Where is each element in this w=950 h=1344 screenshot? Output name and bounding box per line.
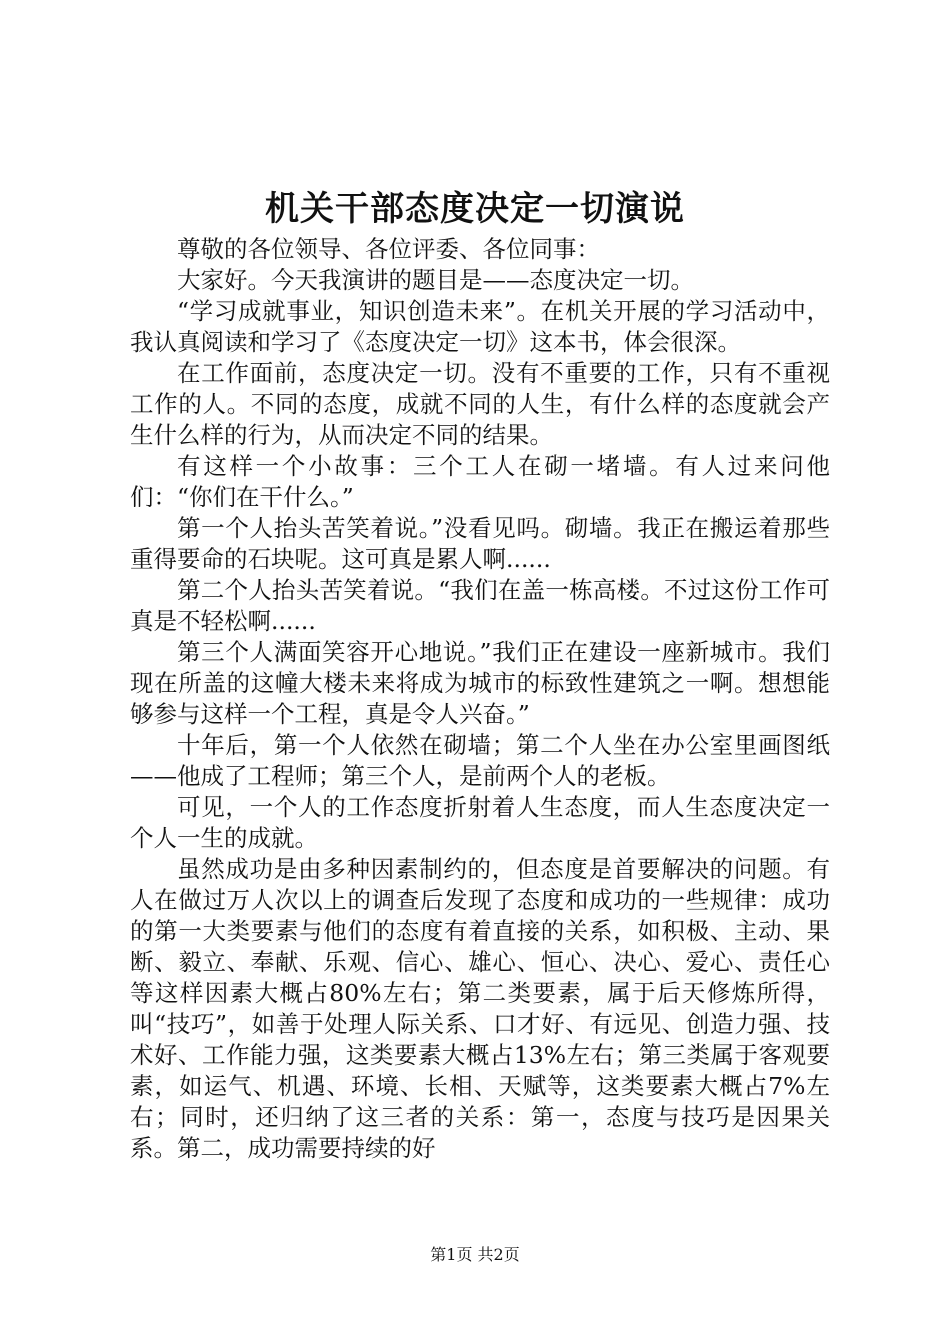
paragraph: 有这样一个小故事：三个工人在砌一堵墙。有人过来问他们：“你们在干什么。” [130, 452, 830, 511]
paragraph: 在工作面前，态度决定一切。没有不重要的工作，只有不重视工作的人。不同的态度，成就不同的人生，有什么样的态度就会产生什么样的行为，从而决定不同的结果。 [130, 359, 830, 449]
document-title: 机关干部态度决定一切演说 [265, 189, 685, 229]
paragraph: “学习成就事业，知识创造未来”。在机关开展的学习活动中，我认真阅读和学习了《态度决定一切》这本书，体会很深。 [130, 297, 830, 356]
paragraph: 十年后，第一个人依然在砌墙；第二个人坐在办公室里画图纸——他成了工程师；第三个人，是前两个人的老板。 [130, 731, 830, 790]
paragraph: 第三个人满面笑容开心地说。”我们正在建设一座新城市。我们现在所盖的这幢大楼未来将成为城市的标致性建筑之一啊。想想能够参与这样一个工程，真是令人兴奋。” [130, 638, 830, 728]
document-body [130, 234, 830, 1164]
paragraph: 可见，一个人的工作态度折射着人生态度，而人生态度决定一个人一生的成就。 [130, 793, 830, 852]
page-footer: 第1页 共2页 [430, 1245, 520, 1264]
paragraph: 第一个人抬头苦笑着说。”没看见吗。砌墙。我正在搬运着那些重得要命的石块呢。这可真是累人啊...... [130, 514, 830, 573]
paragraph: 第二个人抬头苦笑着说。“我们在盖一栋高楼。不过这份工作可真是不轻松啊...... [130, 576, 830, 635]
paragraph: 尊敬的各位领导、各位评委、各位同事： [177, 235, 600, 263]
paragraph: 大家好。今天我演讲的题目是——态度决定一切。 [177, 266, 694, 294]
paragraph: 虽然成功是由多种因素制约的，但态度是首要解决的问题。有人在做过万人次以上的调查后发现了态度和成功的一些规律：成功的第一大类要素与他们的态度有着直接的关系，如积极、主动、果断、毅立、奉献、乐观、信心、雄心、恒心、决心、爱心、责任心等这样因素大概占80%左右；第二类要素，属于后天修炼所得，叫“技巧”，如善于处理人际关系、口才好、有远见、创造力强、技术好、工作能力强，这类要素大概占13%左右；第三类属于客观要素，如运气、机遇、环境、长相、天赋等，这类要素大概占7%左右；同时，还归纳了这三者的关系：第一，态度与技巧是因果关系。第二，成功需要持续的好 [130, 855, 830, 1162]
